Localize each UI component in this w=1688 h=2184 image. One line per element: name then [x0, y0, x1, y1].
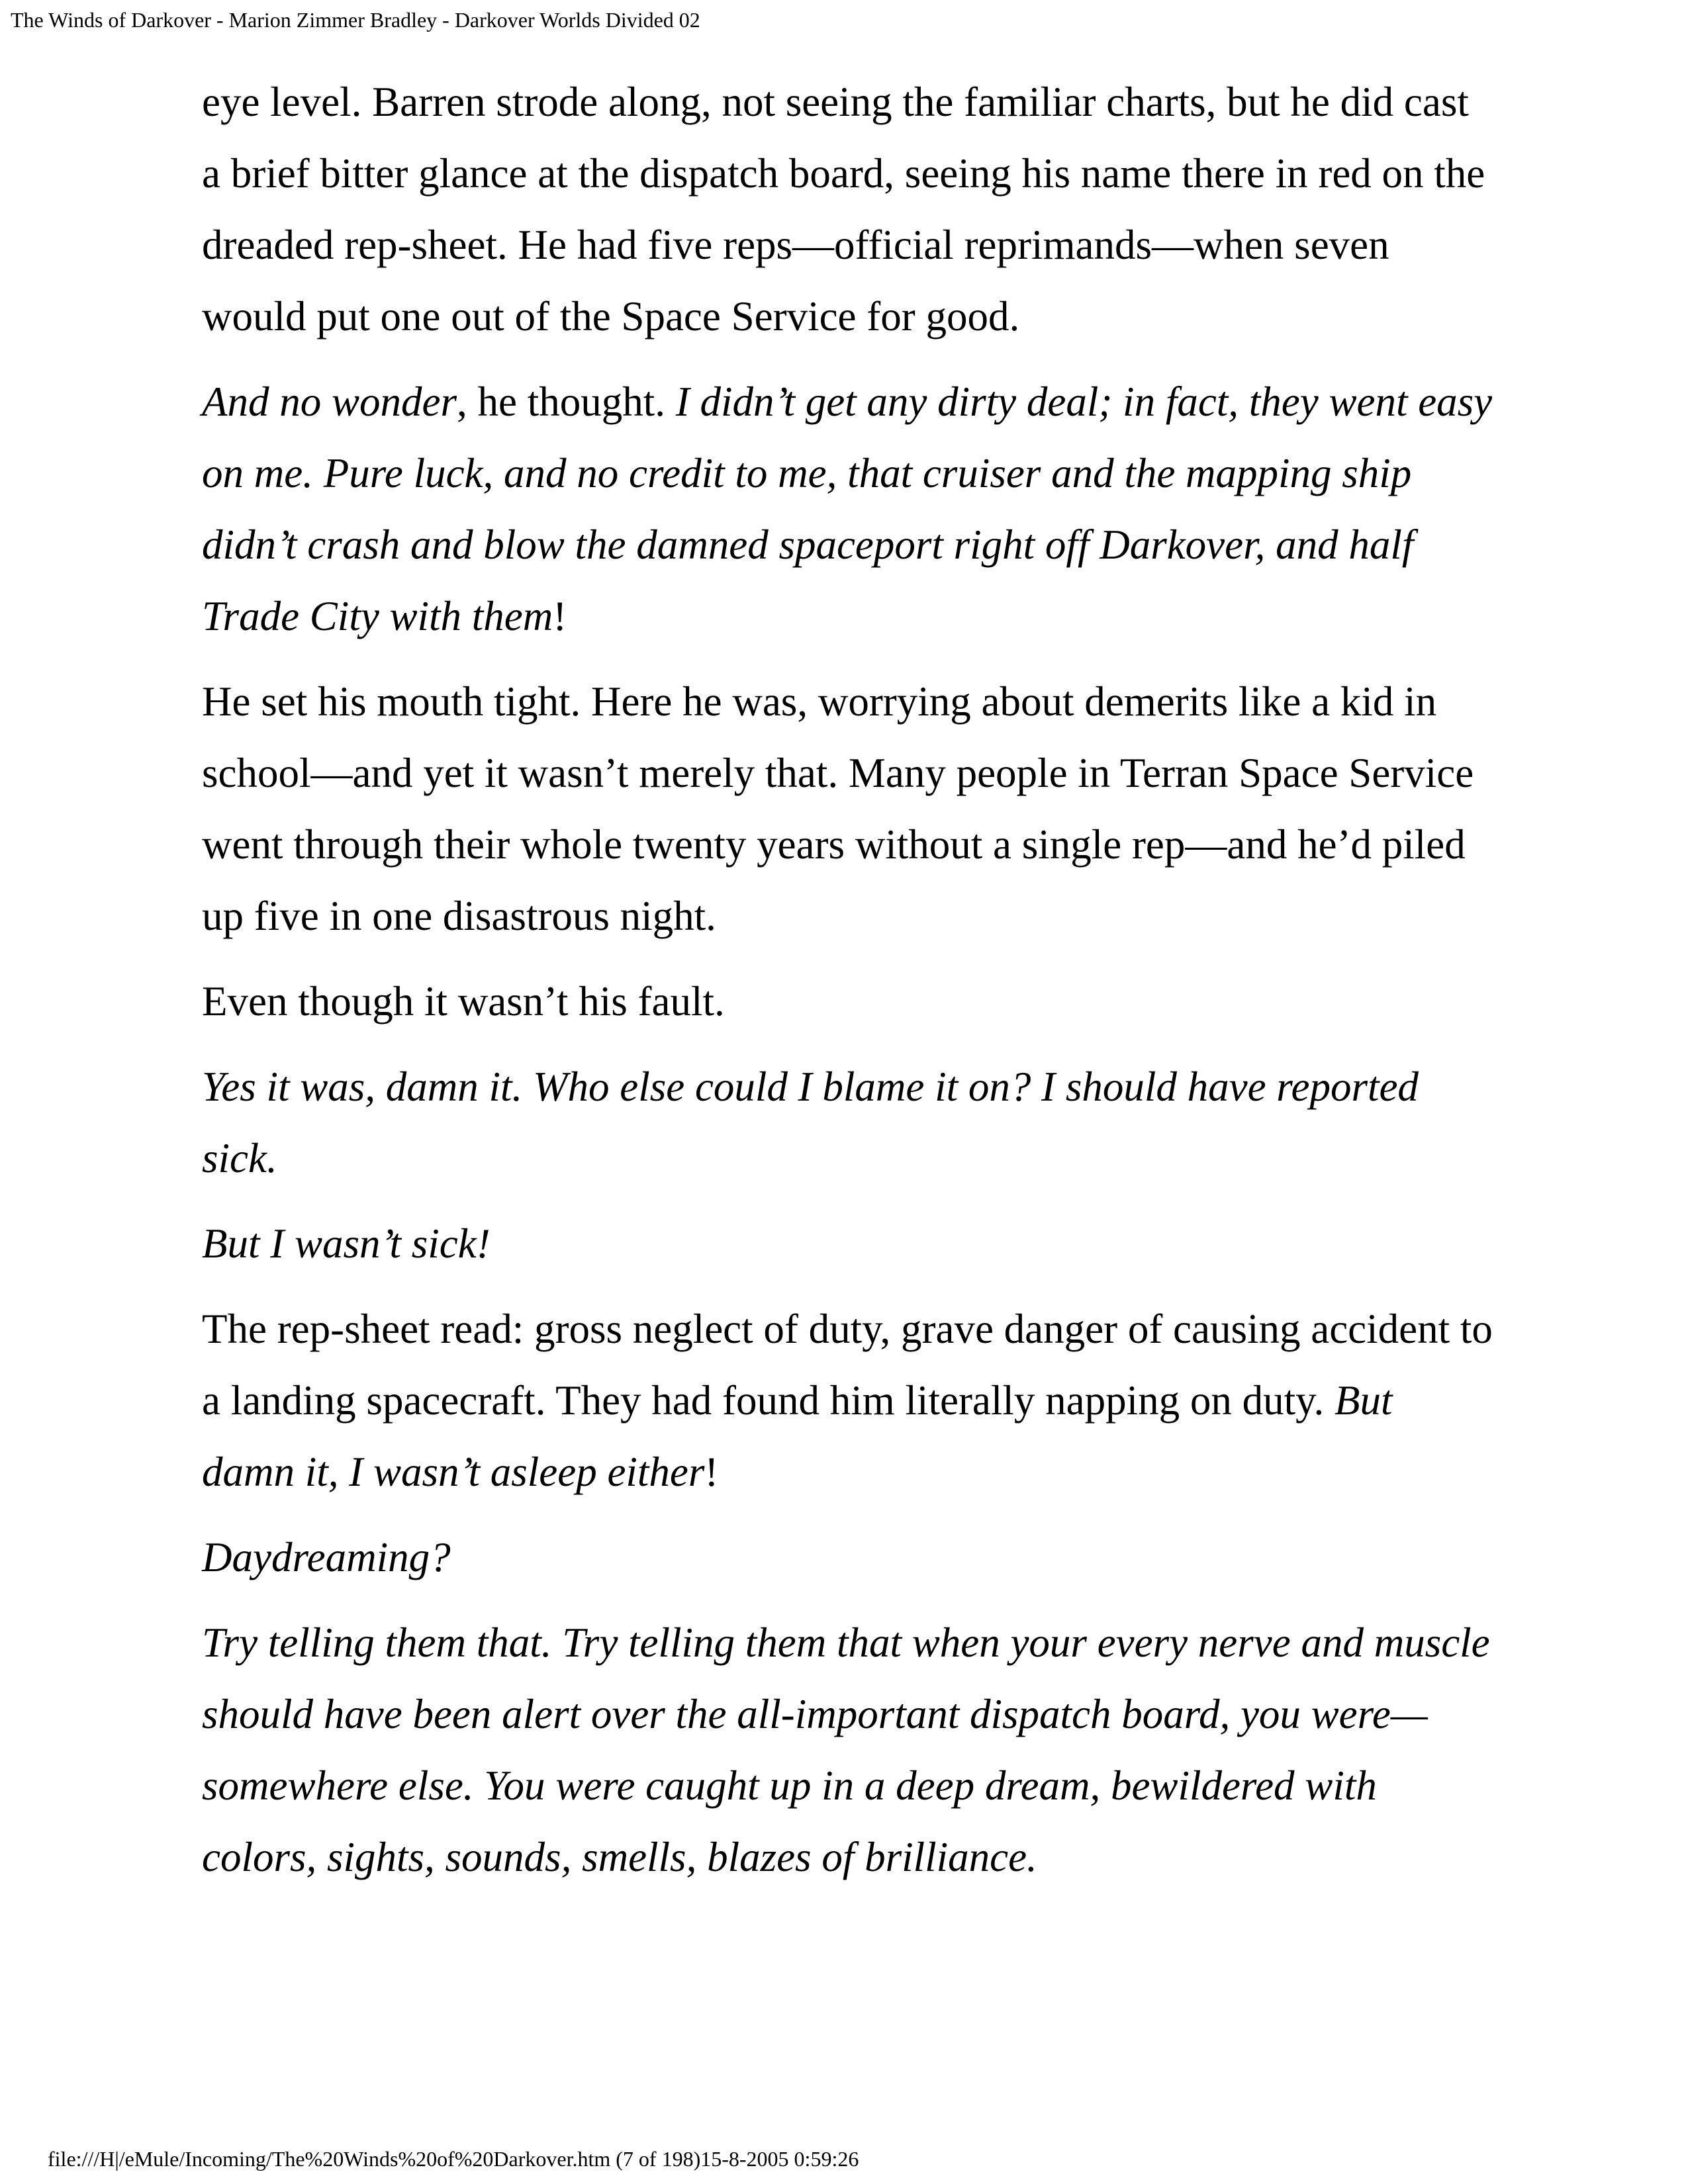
paragraph: [202, 966, 1493, 1037]
italic-text-run: And no wonder: [202, 379, 457, 425]
italic-text-run: Yes it was, damn it. Who else could I blame it on? I should have reported sick.: [202, 1064, 1429, 1181]
text-run: !: [704, 1449, 719, 1495]
paragraph: [202, 1208, 1493, 1279]
text-run: He set his mouth tight. Here he was, worrying about demerits like a kid in school—and yet it wasn’t merely that. Many people in Terran Space Service went through their whole twenty years without a single rep—and he’d piled up five in one disastrous night.: [202, 678, 1484, 939]
text-run: The rep-sheet read: gross neglect of duty, grave danger of causing accident to a landing spacecraft. They had found him literally napping on duty.: [202, 1306, 1503, 1424]
text-run: eye level. Barren strode along, not seeing the familiar charts, but he did cast a brief bitter glance at the dispatch board, seeing his name there in red on the dreaded rep-sheet. He had five reps—official reprimands—when seven would put one out of the Space Service for good.: [202, 79, 1496, 340]
page-footer-path: file:///H|/eMule/Incoming/The%20Winds%20of%20Darkover.htm (7 of 198)15-8-2005 0:59:26: [48, 2147, 859, 2171]
italic-text-run: Daydreaming?: [202, 1534, 451, 1580]
italic-text-run: But I wasn’t sick!: [202, 1220, 491, 1267]
paragraph: [202, 1293, 1503, 1508]
paragraph: [202, 66, 1496, 352]
paragraph: [202, 666, 1493, 952]
italic-text-run: Try telling them that. Try telling them that when your every nerve and muscle should have been alert over the all-important dispatch board, you were— somewhere else. You were caught up in a deep dream, bewildered with colors, sights, sounds, smells, blazes of brilliance.: [202, 1619, 1501, 1880]
document-body: [202, 66, 1503, 1907]
paragraph: [202, 1051, 1493, 1194]
italic-text-run: But damn it, I wasn’t asleep either: [202, 1377, 1403, 1495]
text-run: , he thought.: [456, 379, 676, 425]
text-run: Even though it wasn’t his fault.: [202, 978, 725, 1024]
paragraph: [202, 1607, 1501, 1893]
paragraph: [202, 1522, 1493, 1593]
text-run: !: [553, 593, 567, 639]
page-header-title: The Winds of Darkover - Marion Zimmer Bradley - Darkover Worlds Divided 02: [11, 8, 700, 32]
paragraph: [202, 366, 1503, 652]
italic-text-run: I didn’t get any dirty deal; in fact, they went easy on me. Pure luck, and no credit to me, that cruiser and the mapping ship didn’t crash and blow the damned spaceport right off Darkover, and half Trade City with them: [202, 379, 1503, 639]
